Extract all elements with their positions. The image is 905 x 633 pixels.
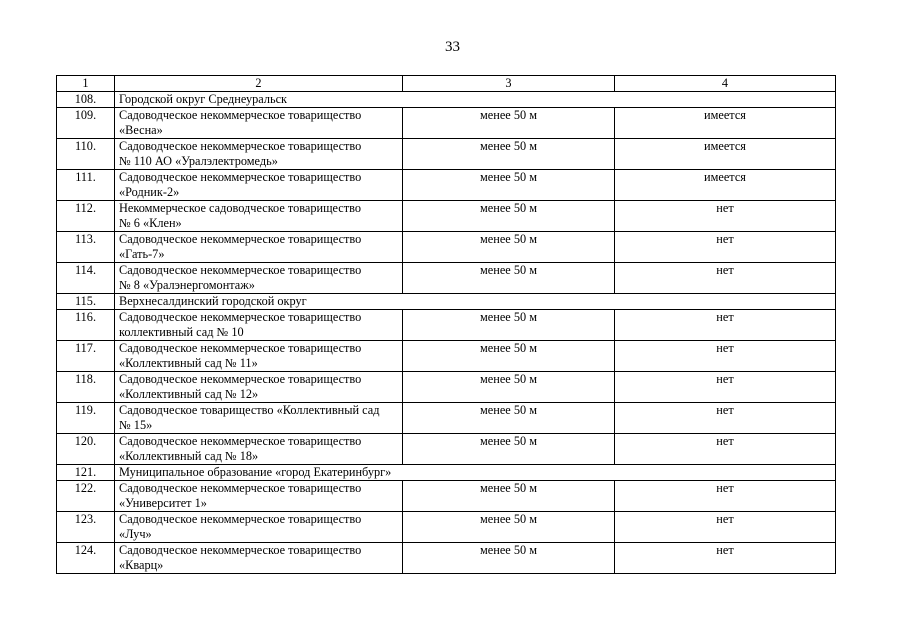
table-row [57, 481, 836, 512]
row-number: 123. [57, 512, 115, 543]
organization-name [115, 201, 403, 232]
organization-name [115, 481, 403, 512]
name-line: Садоводческое некоммерческое товарищество [119, 481, 362, 495]
distance-cell: менее 50 м [403, 108, 615, 139]
group-title: Верхнесалдинский городской округ [115, 294, 836, 310]
table-row [57, 543, 836, 574]
availability-cell: нет [615, 481, 836, 512]
name-line: Некоммерческое садоводческое товарищество [119, 201, 362, 215]
table-row [57, 512, 836, 543]
organization-name [115, 543, 403, 574]
availability-cell: нет [615, 434, 836, 465]
availability-cell: нет [615, 310, 836, 341]
name-line: коллективный сад № 10 [119, 325, 244, 339]
name-line: «Родник-2» [119, 185, 180, 199]
group-title: Муниципальное образование «город Екатеринбург» [115, 465, 836, 481]
name-line: «Весна» [119, 123, 163, 137]
name-line: Садоводческое некоммерческое товарищество [119, 139, 362, 153]
group-title: Городской округ Среднеуральск [115, 92, 836, 108]
row-number: 122. [57, 481, 115, 512]
row-number: 111. [57, 170, 115, 201]
organization-name [115, 139, 403, 170]
name-line: Садоводческое некоммерческое товарищество [119, 263, 362, 277]
table-row [57, 372, 836, 403]
organization-name [115, 403, 403, 434]
table-row [57, 403, 836, 434]
row-number: 119. [57, 403, 115, 434]
row-number: 120. [57, 434, 115, 465]
distance-cell: менее 50 м [403, 263, 615, 294]
distance-cell: менее 50 м [403, 201, 615, 232]
row-number: 114. [57, 263, 115, 294]
name-line: «Кварц» [119, 558, 164, 572]
row-number: 118. [57, 372, 115, 403]
availability-cell: нет [615, 372, 836, 403]
name-line: «Коллективный сад № 18» [119, 449, 259, 463]
availability-cell: нет [615, 341, 836, 372]
table-group-row [57, 294, 836, 310]
availability-cell: имеется [615, 139, 836, 170]
table-row [57, 170, 836, 201]
organization-name [115, 341, 403, 372]
distance-cell: менее 50 м [403, 341, 615, 372]
table-row [57, 232, 836, 263]
column-header: 2 [115, 76, 403, 92]
name-line: № 15» [119, 418, 153, 432]
organization-name [115, 170, 403, 201]
organization-name [115, 310, 403, 341]
name-line: Садоводческое некоммерческое товарищество [119, 434, 362, 448]
page-number: 33 [445, 39, 460, 55]
column-header: 3 [403, 76, 615, 92]
distance-cell: менее 50 м [403, 512, 615, 543]
table-header-row [57, 76, 836, 92]
name-line: «Университет 1» [119, 496, 207, 510]
name-line: Садоводческое некоммерческое товарищество [119, 341, 362, 355]
organization-name [115, 512, 403, 543]
organization-name [115, 434, 403, 465]
row-number: 109. [57, 108, 115, 139]
row-number: 117. [57, 341, 115, 372]
row-number: 113. [57, 232, 115, 263]
name-line: «Луч» [119, 527, 152, 541]
name-line: Садоводческое некоммерческое товарищество [119, 512, 362, 526]
organization-name [115, 108, 403, 139]
row-number: 110. [57, 139, 115, 170]
availability-cell: нет [615, 543, 836, 574]
table-row [57, 108, 836, 139]
column-header: 1 [57, 76, 115, 92]
name-line: Садоводческое товарищество «Коллективный сад [119, 403, 380, 417]
distance-cell: менее 50 м [403, 481, 615, 512]
table-row [57, 434, 836, 465]
table-group-row [57, 465, 836, 481]
organization-name [115, 263, 403, 294]
distance-cell: менее 50 м [403, 434, 615, 465]
name-line: Садоводческое некоммерческое товарищество [119, 372, 362, 386]
row-number: 121. [57, 465, 115, 481]
name-line: Садоводческое некоммерческое товарищество [119, 543, 362, 557]
table-row [57, 139, 836, 170]
name-line: Садоводческое некоммерческое товарищество [119, 108, 362, 122]
row-number: 124. [57, 543, 115, 574]
name-line: Садоводческое некоммерческое товарищество [119, 232, 362, 246]
availability-cell: нет [615, 201, 836, 232]
distance-cell: менее 50 м [403, 170, 615, 201]
name-line: № 8 «Уралэнергомонтаж» [119, 278, 255, 292]
name-line: Садоводческое некоммерческое товарищество [119, 310, 362, 324]
availability-cell: нет [615, 232, 836, 263]
table-row [57, 201, 836, 232]
distance-cell: менее 50 м [403, 403, 615, 434]
distance-cell: менее 50 м [403, 543, 615, 574]
data-table [56, 75, 836, 574]
name-line: «Коллективный сад № 12» [119, 387, 259, 401]
name-line: № 6 «Клен» [119, 216, 182, 230]
table-group-row [57, 92, 836, 108]
column-header: 4 [615, 76, 836, 92]
distance-cell: менее 50 м [403, 310, 615, 341]
distance-cell: менее 50 м [403, 232, 615, 263]
availability-cell: имеется [615, 108, 836, 139]
row-number: 116. [57, 310, 115, 341]
availability-cell: нет [615, 403, 836, 434]
table-row [57, 341, 836, 372]
table-row [57, 310, 836, 341]
row-number: 112. [57, 201, 115, 232]
row-number: 108. [57, 92, 115, 108]
organization-name [115, 232, 403, 263]
organization-name [115, 372, 403, 403]
distance-cell: менее 50 м [403, 139, 615, 170]
distance-cell: менее 50 м [403, 372, 615, 403]
name-line: Садоводческое некоммерческое товарищество [119, 170, 362, 184]
name-line: № 110 АО «Уралэлектромедь» [119, 154, 278, 168]
availability-cell: имеется [615, 170, 836, 201]
table-row [57, 263, 836, 294]
name-line: «Коллективный сад № 11» [119, 356, 258, 370]
availability-cell: нет [615, 512, 836, 543]
availability-cell: нет [615, 263, 836, 294]
row-number: 115. [57, 294, 115, 310]
name-line: «Гать-7» [119, 247, 165, 261]
